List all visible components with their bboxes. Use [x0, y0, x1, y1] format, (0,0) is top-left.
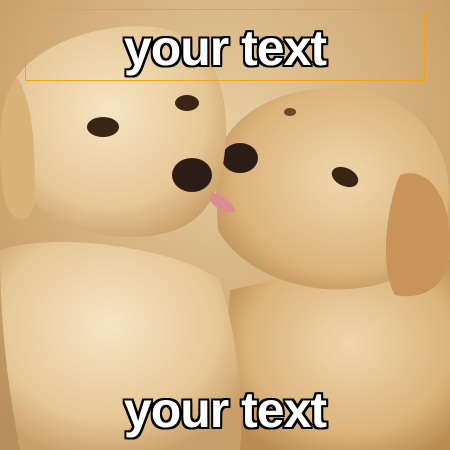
top-caption[interactable]: your text: [123, 20, 327, 76]
top-caption-selection-box[interactable]: [25, 9, 425, 81]
bottom-caption[interactable]: your text: [123, 382, 327, 438]
